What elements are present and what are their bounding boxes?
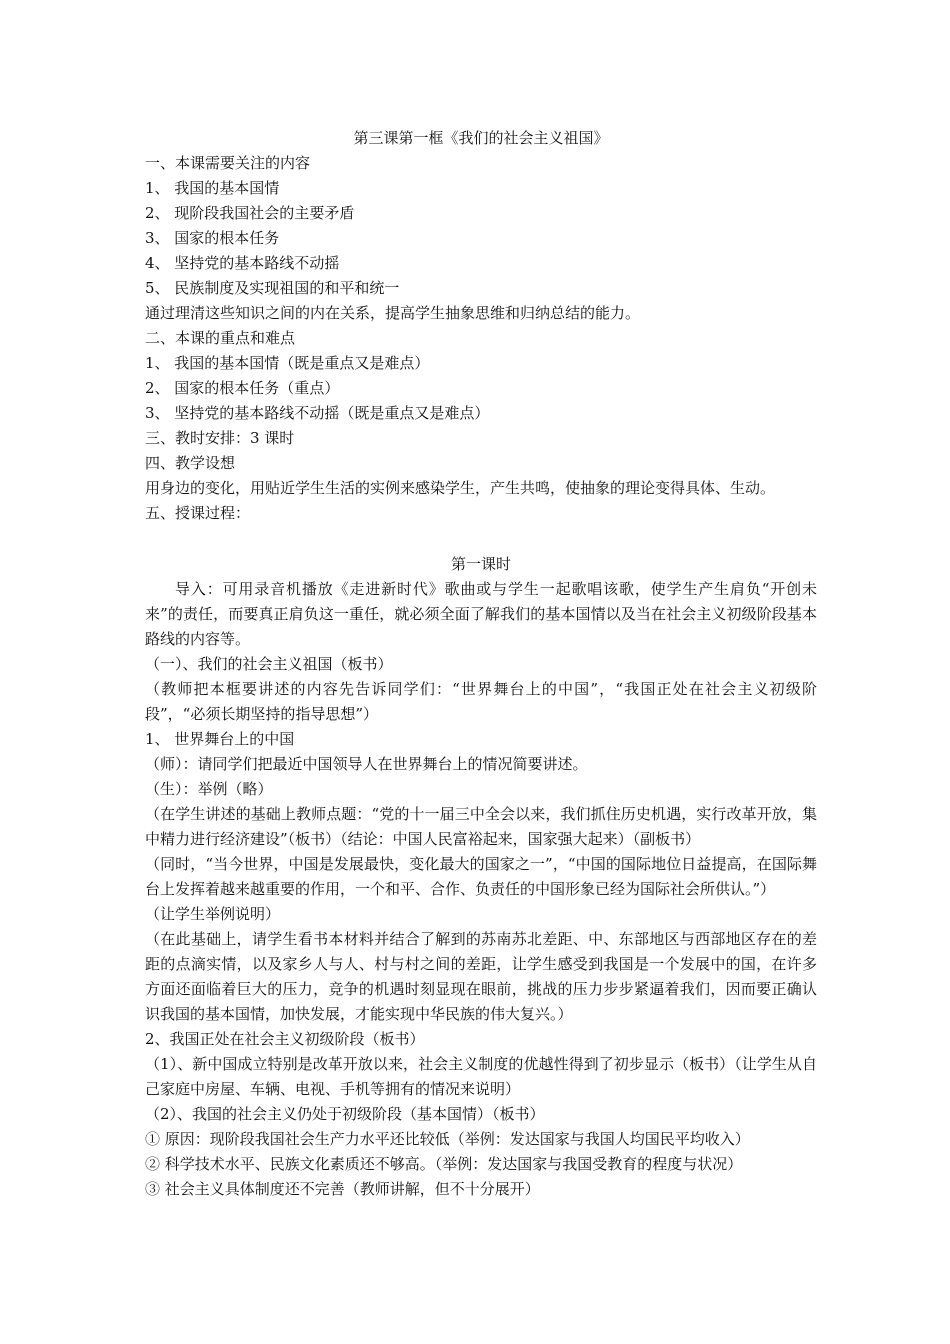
document-body bbox=[145, 126, 817, 1202]
list-item: 4、 坚持党的基本路线不动摇 bbox=[145, 254, 340, 272]
list-item: 1、 我国的基本国情（既是重点又是难点） bbox=[145, 354, 430, 372]
list-item: 1、 我国的基本国情 bbox=[145, 179, 280, 197]
comment-paragraph: （同时，“当今世界，中国是发展最快，变化最大的国家之一”，“中国的国际地位日益提高，在国际舞台上发挥着越来越重要的作用，一个和平、合作、负责任的中国形象已经为国际社会所供认。”） bbox=[145, 855, 817, 898]
list-item: 3、 坚持党的基本路线不动摇（既是重点又是难点） bbox=[145, 404, 490, 422]
teacher-preview: （教师把本框要讲述的内容先告诉同学们：“世界舞台上的中国”，“我国正处在社会主义初级阶段”，“必须长期坚持的指导思想”） bbox=[145, 680, 817, 723]
section-heading-2: 二、本课的重点和难点 bbox=[145, 329, 296, 347]
section-heading-3: 三、教时安排：3 课时 bbox=[145, 429, 295, 447]
point-paragraph: （1）、新中国成立特别是改革开放以来，社会主义制度的优越性得到了初步显示（板书）（让学生从自己家庭中房屋、车辆、电视、手机等拥有的情况来说明） bbox=[145, 1055, 817, 1098]
intro-paragraph: 导入：可用录音机播放《走进新时代》歌曲或与学生一起歌唱该歌，使学生产生肩负“开创未来”的责任，而要真正肩负这一重任，就必须全面了解我们的基本国情以及当在社会主义初级阶段基本路线的内容等。 bbox=[145, 580, 817, 648]
reason-item: ② 科学技术水平、民族文化素质还不够高。（举例：发达国家与我国受教育的程度与状况） bbox=[145, 1155, 743, 1173]
page-title: 第三课第一框《我们的社会主义祖国》 bbox=[353, 129, 609, 147]
teacher-line: （师）：请同学们把最近中国领导人在世界舞台上的情况简要讲述。 bbox=[145, 755, 588, 773]
reason-item: ① 原因：现阶段我国社会生产力水平还比较低（举例：发达国家与我国人均国民平均收入） bbox=[145, 1130, 750, 1148]
comment-paragraph: （让学生举例说明） bbox=[145, 905, 281, 923]
lesson-title: 第一课时 bbox=[450, 555, 511, 573]
section-summary: 通过理清这些知识之间的内在关系，提高学生抽象思维和归纳总结的能力。 bbox=[145, 304, 641, 322]
list-item: 2、 国家的根本任务（重点） bbox=[145, 379, 340, 397]
subsection-heading: 2、我国正处在社会主义初级阶段（板书） bbox=[145, 1030, 425, 1048]
spacer bbox=[145, 526, 817, 552]
section-heading-5: 五、授课过程： bbox=[145, 504, 251, 522]
list-item: 5、 民族制度及实现祖国的和平和统一 bbox=[145, 279, 400, 297]
list-item: 2、 现阶段我国社会的主要矛盾 bbox=[145, 204, 355, 222]
student-line: （生）：举例（略） bbox=[145, 780, 273, 798]
section-heading-4: 四、教学设想 bbox=[145, 454, 236, 472]
point-paragraph: （2）、我国的社会主义仍处于初级阶段（基本国情）（板书） bbox=[145, 1105, 545, 1123]
comment-paragraph: （在学生讲述的基础上教师点题：“党的十一届三中全会以来，我们抓住历史机遇，实行改革开放，集中精力进行经济建设”（板书）（结论：中国人民富裕起来，国家强大起来）（副板书） bbox=[145, 805, 817, 848]
reason-item: ③ 社会主义具体制度还不完善（教师讲解，但不十分展开） bbox=[145, 1180, 540, 1198]
list-item: 3、 国家的根本任务 bbox=[145, 229, 280, 247]
part-heading: （一）、我们的社会主义祖国（板书） bbox=[145, 655, 393, 673]
comment-paragraph: （在此基础上，请学生看书本材料并结合了解到的苏南苏北差距、中、东部地区与西部地区存在的差距的点滴实情，以及家乡人与人、村与村之间的差距，让学生感受到我国是一个发展中的国，在许多方面还面临着巨大的压力，竞争的机遇时刻显现在眼前，挑战的压力步步紧逼着我们，因而要正确认识我国的基本国情，加快发展，才能实现中华民族的伟大复兴。） bbox=[145, 930, 817, 1023]
section-heading-1: 一、本课需要关注的内容 bbox=[145, 154, 311, 172]
subsection-heading: 1、 世界舞台上的中国 bbox=[145, 730, 295, 748]
teaching-idea: 用身边的变化，用贴近学生生活的实例来感染学生，产生共鸣，使抽象的理论变得具体、生动。 bbox=[145, 479, 776, 497]
